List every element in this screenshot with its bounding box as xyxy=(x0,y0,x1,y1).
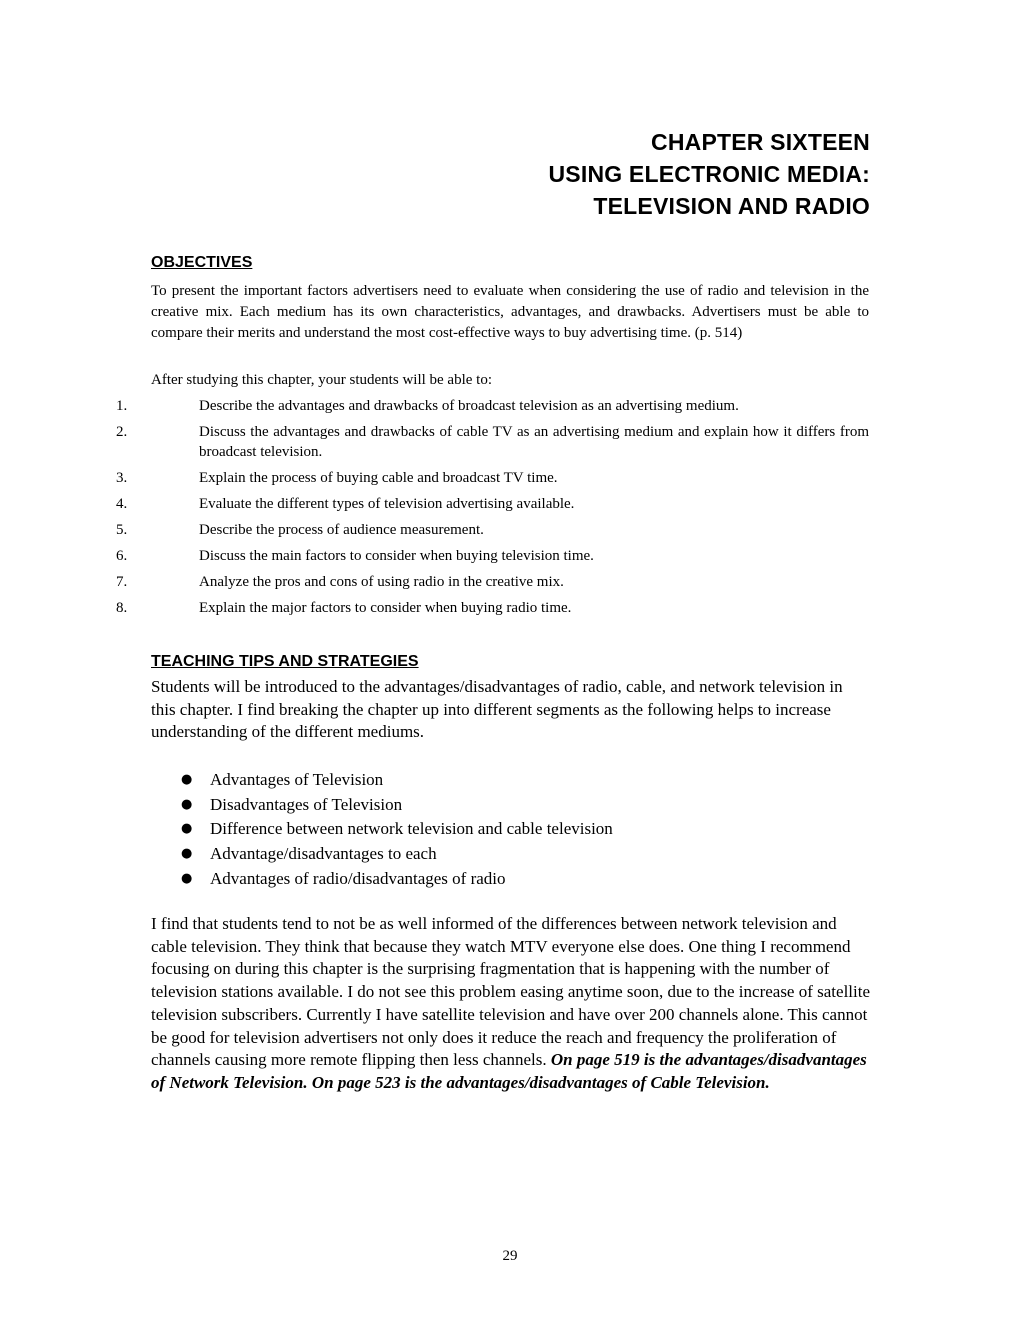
objectives-list xyxy=(116,396,869,624)
objective-text: Discuss the main factors to consider when buying television time. xyxy=(199,548,594,564)
teaching-tips-heading: TEACHING TIPS AND STRATEGIES xyxy=(151,653,419,670)
objective-number: 8. xyxy=(116,600,128,616)
list-item-text: Advantages of radio/disadvantages of radio xyxy=(210,868,506,888)
objective-item xyxy=(116,598,869,618)
list-item-text: Difference between network television and cable television xyxy=(210,819,613,839)
page-reference-note: On page 519 is the advantages/disadvantages of Network Television. On page 523 is the advantages/disadvantages of Cable Television. xyxy=(151,1050,867,1092)
chapter-title xyxy=(549,126,871,222)
objective-text: Describe the advantages and drawbacks of broadcast television as an advertising medium. xyxy=(199,398,739,414)
objective-text: Explain the process of buying cable and broadcast TV time. xyxy=(199,470,558,486)
objective-text: Analyze the pros and cons of using radio in the creative mix. xyxy=(199,574,564,590)
chapter-title-line: USING ELECTRONIC MEDIA: xyxy=(548,161,870,187)
teaching-intro-paragraph: Students will be introduced to the advantages/disadvantages of radio, cable, and network television in this chapter. I find breaking the chapter up into different segments as the following helps to increase understanding of the different mediums. xyxy=(151,677,843,742)
objectives-lead-in: After studying this chapter, your students will be able to: xyxy=(151,372,493,388)
list-item-text: Disadvantages of Television xyxy=(210,794,403,814)
objective-text: Evaluate the different types of television advertising available. xyxy=(199,496,575,512)
objective-item xyxy=(116,520,869,540)
bullet-icon: ● xyxy=(181,821,193,837)
page-number: 29 xyxy=(502,1248,518,1264)
bullet-icon: ● xyxy=(181,846,193,862)
list-item xyxy=(151,768,613,793)
objective-item xyxy=(116,494,869,514)
objective-item xyxy=(116,546,869,566)
list-item xyxy=(151,842,613,867)
segments-bullet-list xyxy=(151,768,613,892)
objectives-heading: OBJECTIVES xyxy=(151,254,253,271)
objective-number: 1. xyxy=(116,398,128,414)
objective-text: Explain the major factors to consider when buying radio time. xyxy=(199,600,572,616)
objective-item xyxy=(116,468,869,488)
objective-item xyxy=(116,422,869,462)
objective-item xyxy=(116,572,869,592)
list-item-text: Advantage/disadvantages to each xyxy=(210,844,437,864)
objective-number: 7. xyxy=(116,574,128,590)
objectives-intro-paragraph: To present the important factors advertisers need to evaluate when considering the use of radio and television in the creative mix. Each medium has its own characteristics, advantages, and drawbacks. Advertisers must be able to compare their merits and understand the most cost-effective ways to buy advertising time. (p. 514) xyxy=(151,283,869,341)
bullet-icon: ● xyxy=(181,796,193,812)
list-item-text: Advantages of Television xyxy=(210,770,384,789)
objective-number: 4. xyxy=(116,496,128,512)
objective-item xyxy=(116,396,869,416)
chapter-number: CHAPTER SIXTEEN xyxy=(651,129,870,155)
chapter-subtitle: TELEVISION AND RADIO xyxy=(593,193,870,219)
objective-number: 3. xyxy=(116,470,128,486)
list-item xyxy=(151,793,613,818)
objective-number: 5. xyxy=(116,522,128,538)
objective-text: Discuss the advantages and drawbacks of cable TV as an advertising medium and explain how it differs from broadcast television. xyxy=(199,424,869,460)
list-item xyxy=(151,867,613,892)
objective-number: 2. xyxy=(116,424,128,440)
discussion-text: I find that students tend to not be as well informed of the differences between network television and cable television. They think that because they watch MTV everyone else does. One thing I recommend focusing on during this chapter is the surprising fragmentation that is happening with the number of television stations available. I do not see this problem easing anytime soon, due to the increase of satellite television subscribers. Currently I have satellite television and have over 200 channels alone. This cannot be good for television advertisers not only does it reduce the reach and frequency the proliferation of channels causing more remote flipping then less channels. xyxy=(151,914,871,1070)
objective-number: 6. xyxy=(116,548,128,564)
bullet-icon: ● xyxy=(181,870,193,886)
bullet-icon: ● xyxy=(181,772,193,787)
teaching-discussion-paragraph xyxy=(151,913,871,1095)
objective-text: Describe the process of audience measurement. xyxy=(199,522,484,538)
list-item xyxy=(151,817,613,842)
